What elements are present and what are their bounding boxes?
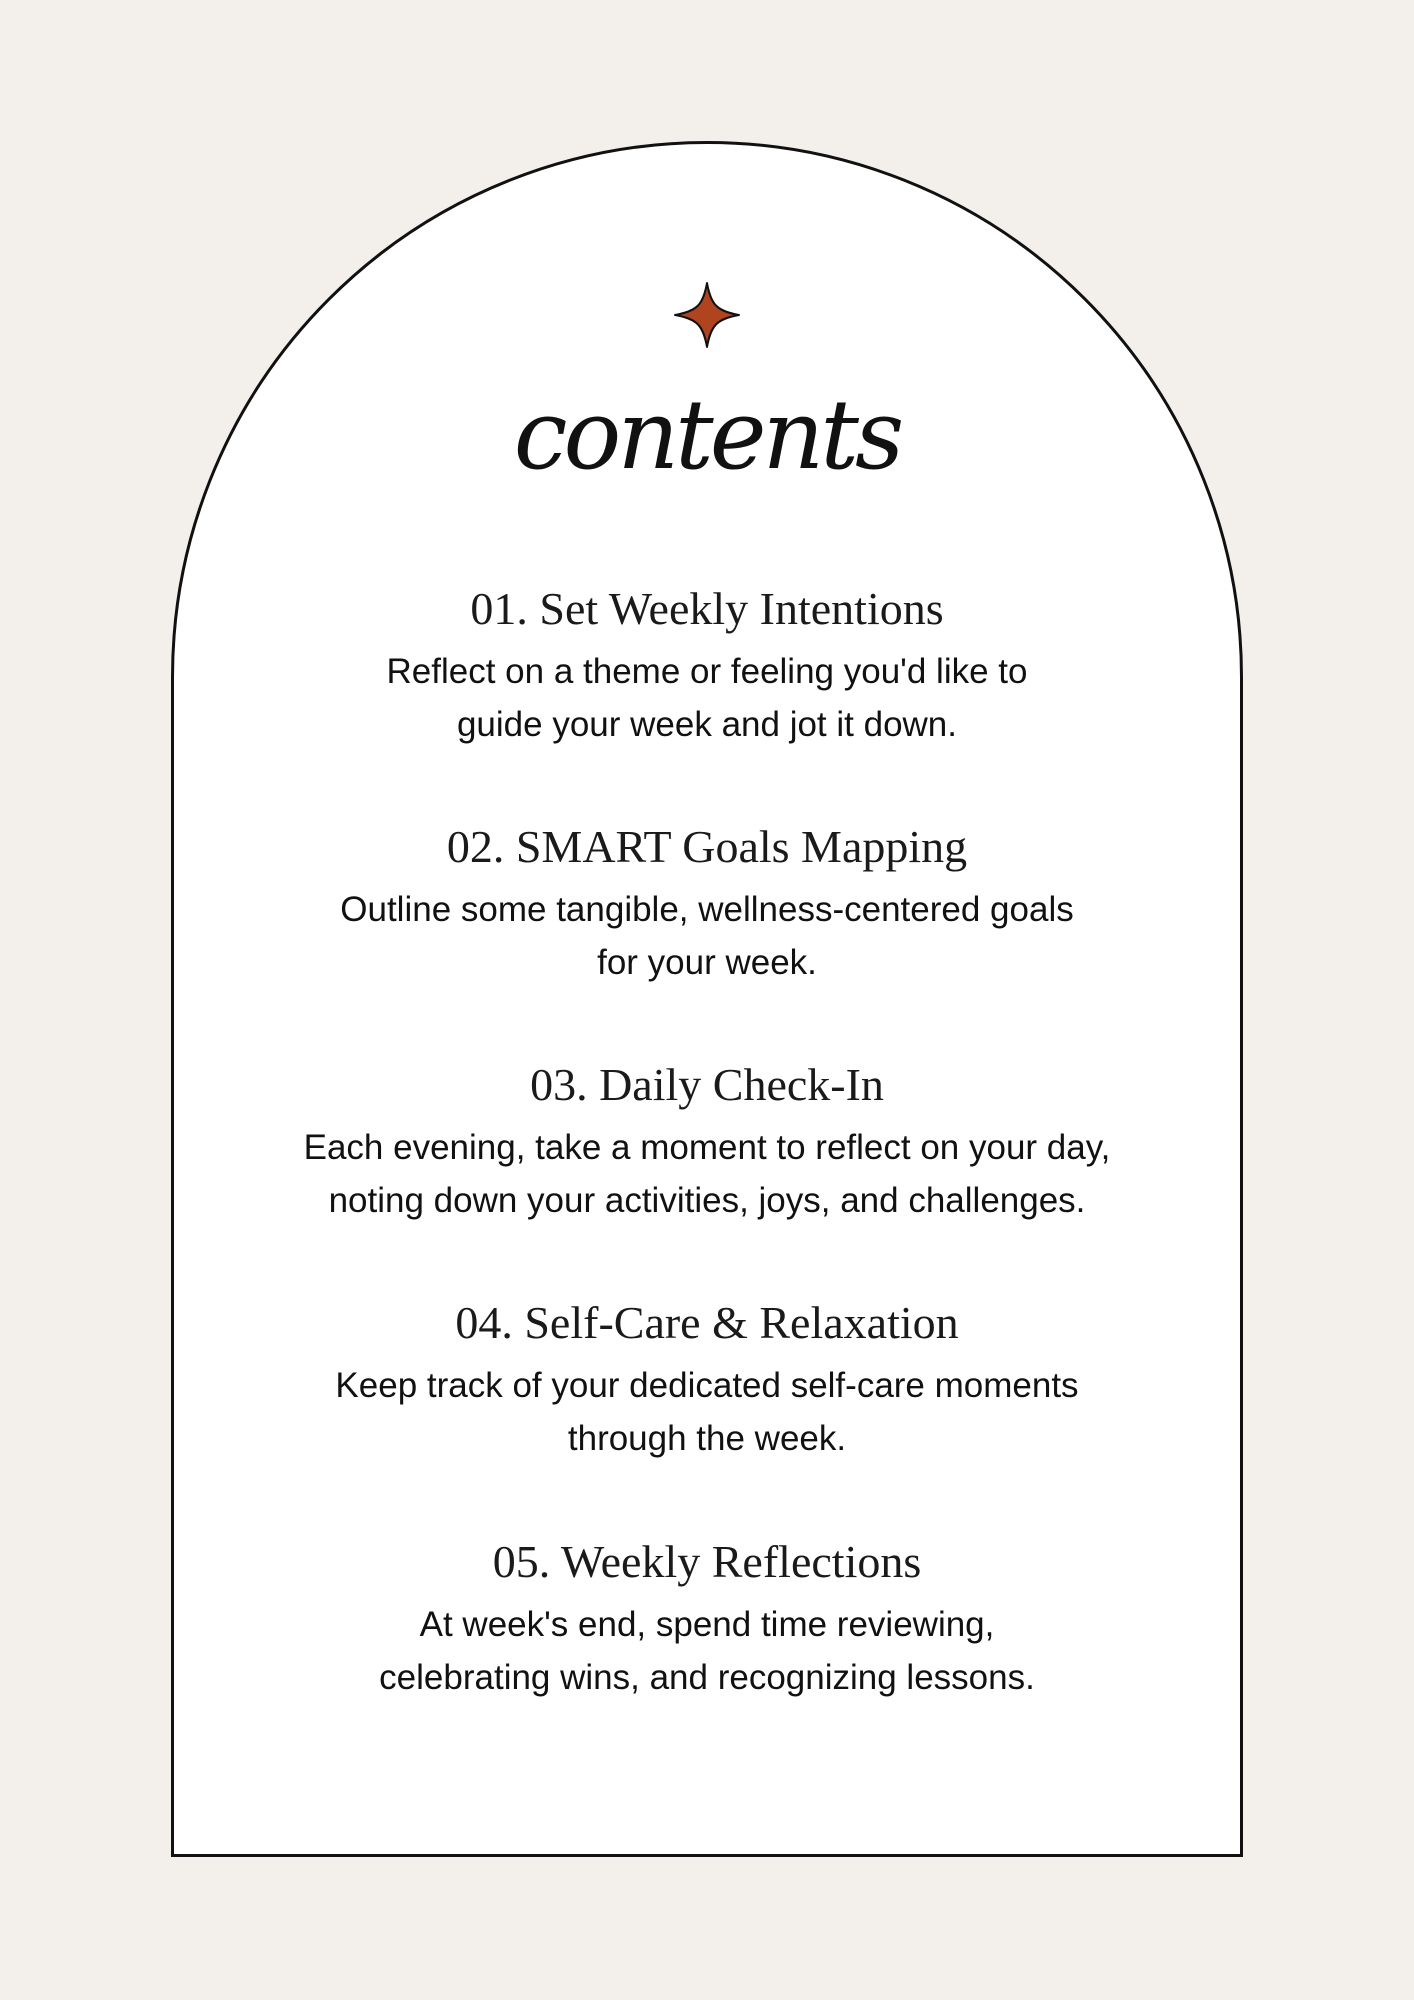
contents-item-04 — [0, 1295, 1414, 1465]
item-description — [0, 645, 1414, 751]
description-line: for your week. — [597, 943, 817, 982]
description-line: Outline some tangible, wellness-centered goals — [340, 890, 1074, 929]
item-heading: 03. Daily Check-In — [530, 1059, 884, 1110]
contents-item-05 — [0, 1534, 1414, 1704]
description-line: through the week. — [567, 1419, 847, 1458]
item-description — [0, 883, 1414, 989]
description-line: Each evening, take a moment to reflect on your day, — [303, 1128, 1111, 1167]
description-line: Reflect on a theme or feeling you'd like to — [386, 652, 1028, 691]
description-line: Keep track of your dedicated self-care moments — [335, 1366, 1079, 1405]
item-heading: 02. SMART Goals Mapping — [446, 821, 968, 872]
four-point-star-icon — [673, 281, 741, 349]
description-line: noting down your activities, joys, and challenges. — [328, 1181, 1086, 1220]
item-description — [0, 1359, 1414, 1465]
description-line: guide your week and jot it down. — [456, 705, 958, 744]
item-description — [0, 1121, 1414, 1227]
contents-item-02 — [0, 819, 1414, 989]
description-line: celebrating wins, and recognizing lessons. — [379, 1658, 1035, 1697]
item-heading: 04. Self-Care & Relaxation — [455, 1297, 959, 1348]
contents-item-03 — [0, 1057, 1414, 1227]
contents-item-01 — [0, 581, 1414, 751]
item-heading: 01. Set Weekly Intentions — [470, 583, 944, 634]
description-line: At week's end, spend time reviewing, — [419, 1605, 995, 1644]
item-heading: 05. Weekly Reflections — [492, 1536, 922, 1587]
page-title: contents — [513, 379, 901, 491]
item-description — [0, 1598, 1414, 1704]
